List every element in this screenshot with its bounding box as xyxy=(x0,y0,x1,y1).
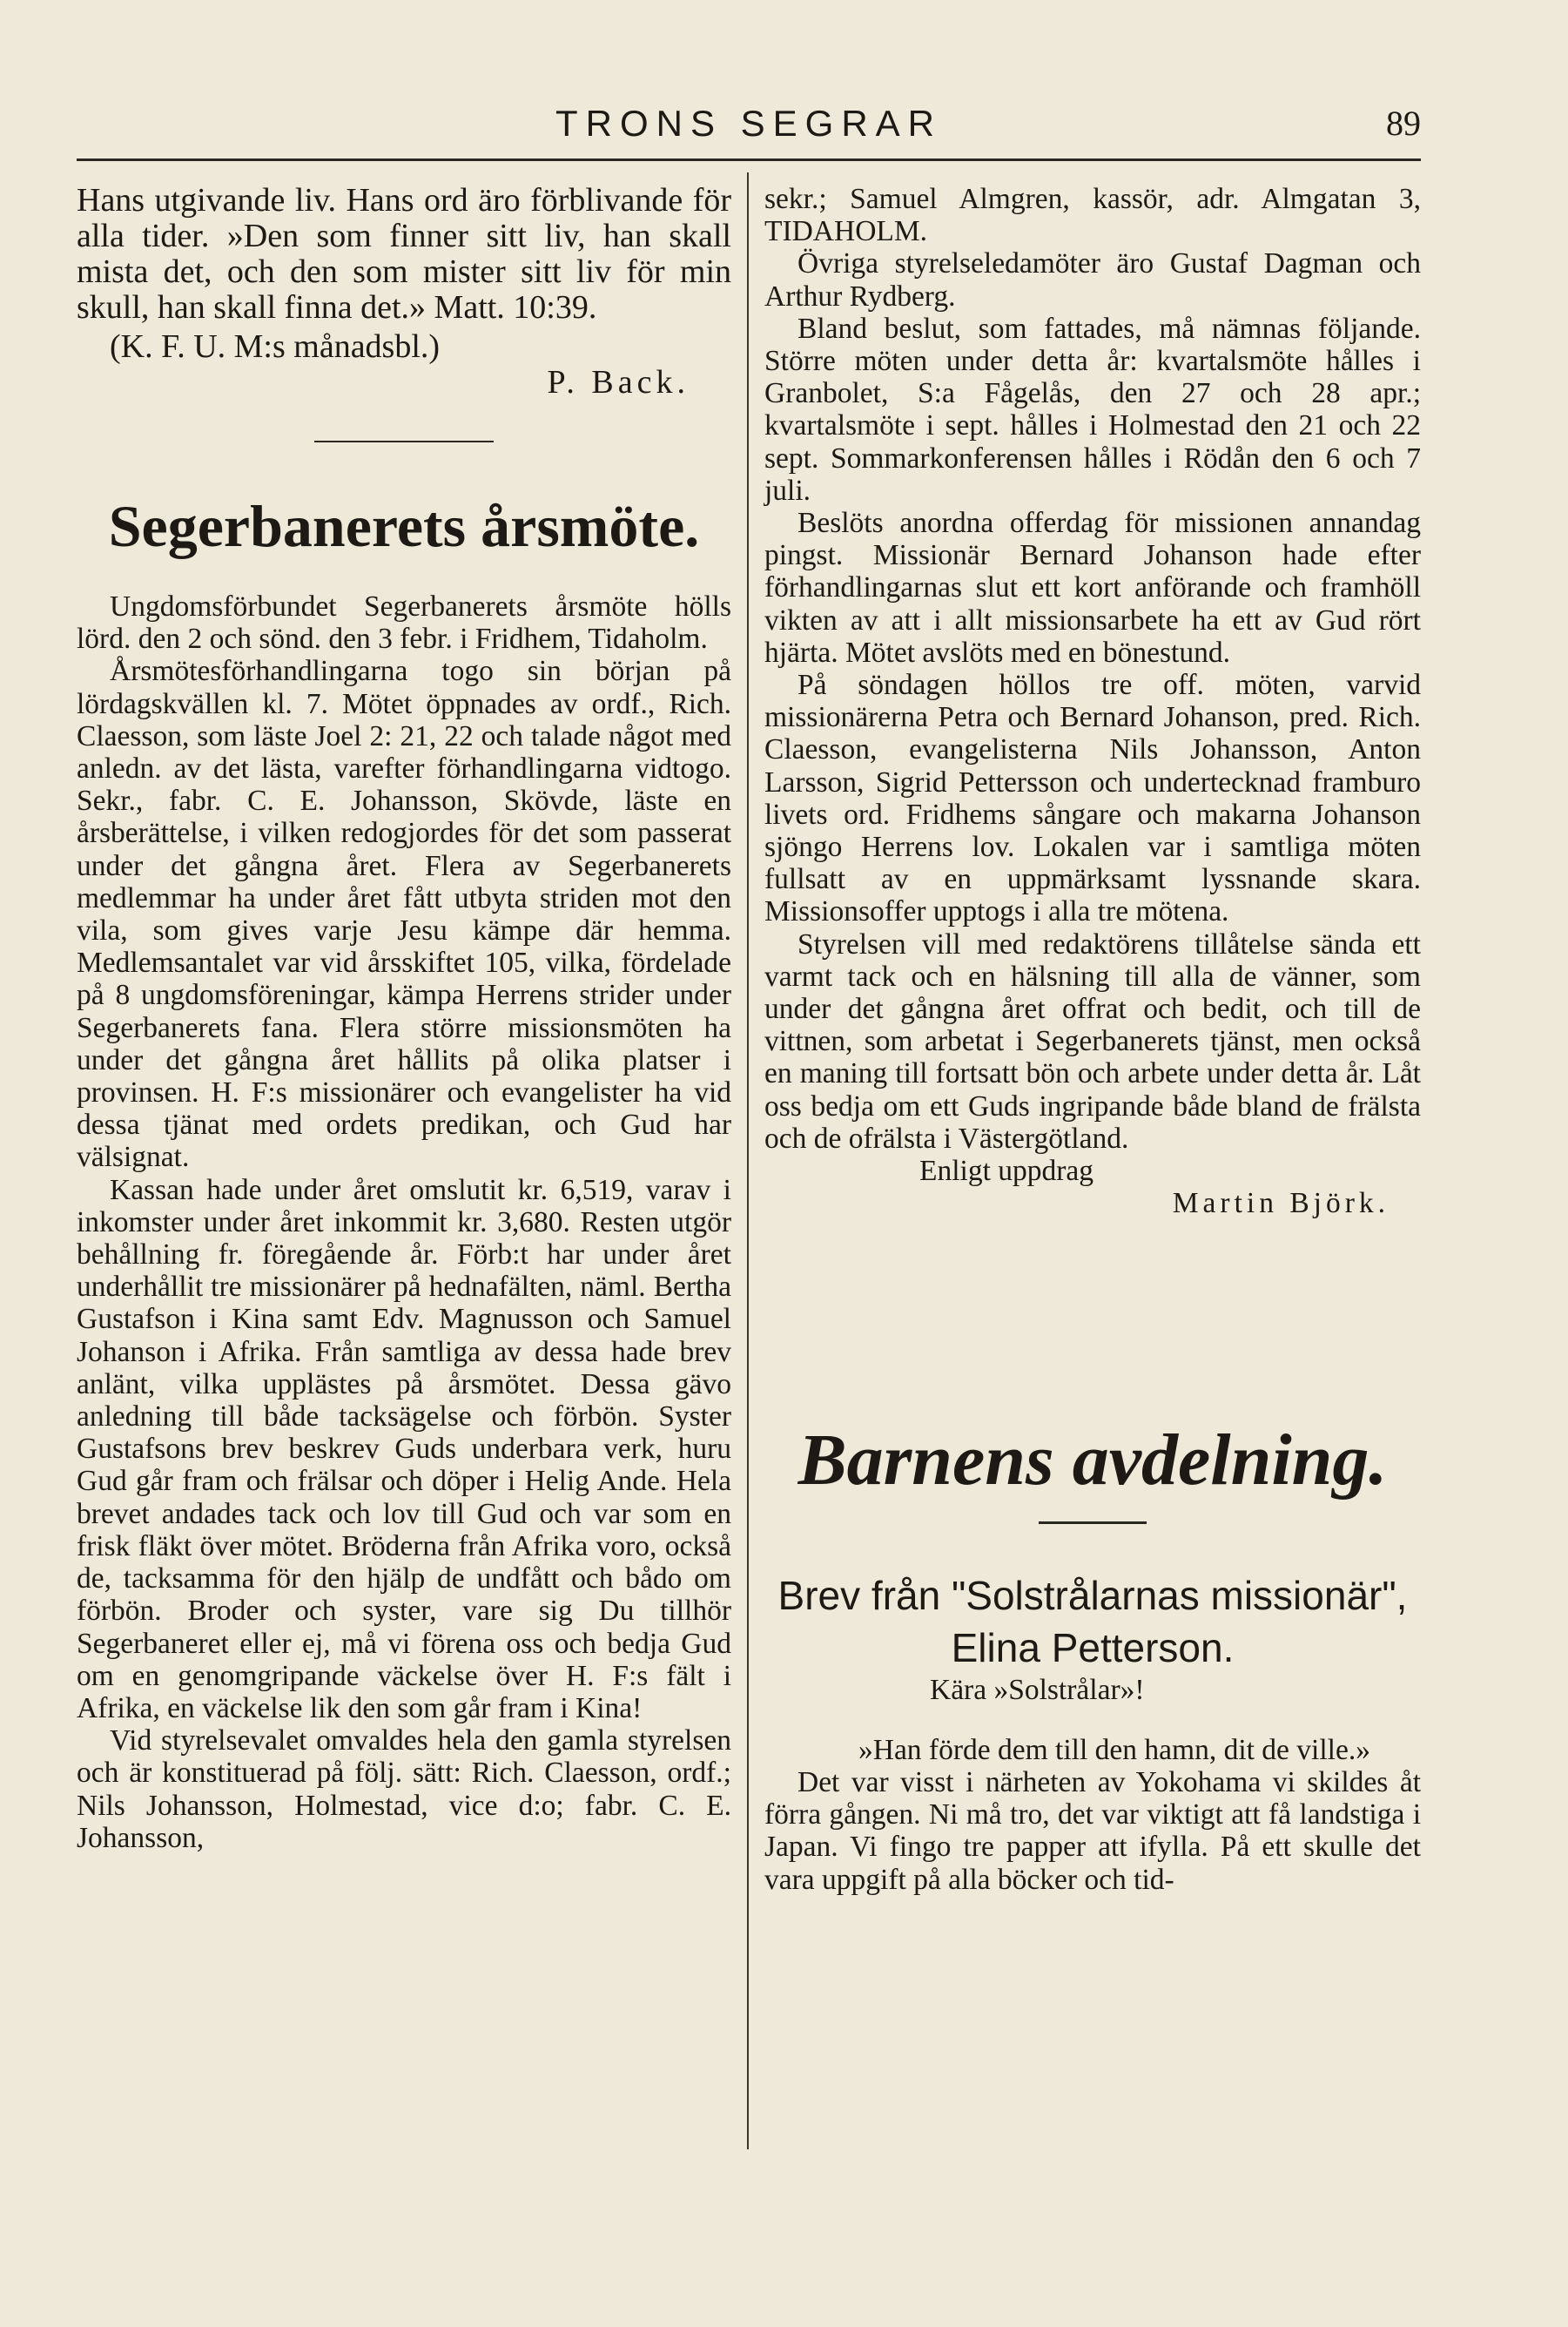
page-number: 89 xyxy=(1386,104,1421,143)
author-signature: Martin Björk. xyxy=(1172,1187,1390,1220)
letter-heading: Brev från "Solstrålarnas missionär", Elina Petterson. xyxy=(777,1572,1408,1670)
column-divider xyxy=(747,172,749,2149)
paragraph: sekr.; Samuel Almgren, kassör, adr. Almgatan 3, TIDAHOLM. xyxy=(764,183,1421,248)
left-column xyxy=(77,183,731,1854)
paragraph: Styrelsen vill med redaktörens tillåtelse sända ett varmt tack och en hälsning till alla de vänner, som under det gångna året offrat och bedit, och till de vittnen, som arbetat i Segerbanerets tjänst, men också en maning till fortsatt bön och arbete under detta år. Låt oss bedja om ett Guds ingripande både bland de frälsta och de ofrälsta i Västergötland. xyxy=(764,927,1421,1155)
letter-body: Det var visst i närheten av Yokohama vi skildes åt förra gången. Ni må tro, det var viktigt att få landstiga i Japan. Vi fingo tre papper att ifylla. På ett skulle det vara uppgift på alla böcker och tid- xyxy=(764,1765,1421,1896)
article-heading: Segerbanerets årsmöte. xyxy=(108,493,700,559)
author-signature: P. Back. xyxy=(547,364,690,401)
publication-title: TRONS SEGRAR xyxy=(555,103,943,144)
paragraph: Beslöts anordna offerdag för missionen annandag pingst. Missionär Bernard Johanson hade efter förhandlingarnas slut ett kort anförande och framhöll vikten av att i allt missionsarbete ha ett av Gud rört hjärta. Mötet avslöts med en bönestund. xyxy=(764,507,1421,669)
paragraph: Bland beslut, som fattades, må nämnas följande. Större möten under detta år: kvartalsmöte hålles i Granbolet, S:a Fågelås, den 27 och 28 apr.; kvartalsmöte i sept. hålles i Holmestad den 21 och 22 sept. Sommarkonferensen hålles i Rödån den 6 och 7 juli. xyxy=(764,312,1421,507)
section-divider xyxy=(314,441,494,442)
running-header xyxy=(77,103,1421,159)
letter-quote: »Han förde dem till den hamn, dit de ville.» xyxy=(858,1733,1370,1766)
paragraph: Kassan hade under året omslutit kr. 6,519, varav i inkomster under året inkommit kr. 3,680. Resten utgör behållning fr. föregående år. Förb:t har under året underhållit tre missionärer på hednafälten, näml. Bertha Gustafson i Kina samt Edv. Magnusson och Samuel Johanson i Afrika. Från samtliga av dessa hade brev anlänt, vilka upplästes på årsmötet. Dessa gävo anledning till både tacksägelse och förbön. Syster Gustafsons brev beskrev Guds underbara verk, huru Gud går fram och frälsar och döper i Helig Ande. Hela brevet andades tack och lov till Gud och var som en frisk fläkt över mötet. Bröderna från Afrika voro, också de, tacksamma för den hjälp de undfått och bådo om förbön. Broder och syster, vare sig Du tillhör Segerbaneret eller ej, må vi förena oss och bedja Gud om en genomgripande väckelse över H. F:s fält i Afrika, en väckelse lik den som går fram i Kina! xyxy=(77,1173,731,1724)
paragraph: Vid styrelsevalet omvaldes hela den gamla styrelsen och är konstituerad på följ. sätt: Rich. Claesson, ordf.; Nils Johansson, Holmestad, vice d:o; fabr. C. E. Johansson, xyxy=(77,1724,731,1854)
right-column xyxy=(764,183,1421,1896)
section-heading: Barnens avdelning. xyxy=(797,1419,1388,1501)
source-citation: (K. F. U. M:s månadsbl.) xyxy=(110,328,441,365)
header-rule xyxy=(77,159,1421,161)
spacer xyxy=(764,1706,1421,1734)
previous-article-ending: Hans utgivande liv. Hans ord äro förblivande för alla tider. »Den som finner sitt liv, han skall mista det, och den som mister sitt liv för min skull, han skall finna det.» Matt. 10:39. xyxy=(77,182,731,326)
paragraph: På söndagen höllos tre off. möten, varvid missionärerna Petra och Bernard Johanson, pred. Rich. Claesson, evangelisterna Nils Johansson, Anton Larsson, Sigrid Pettersson och undertecknad framburo livets ord. Fridhems sångare och makarna Johanson sjöngo Herrens lov. Lokalen var i samtliga möten fullsatt av en uppmärksamt lyssnande skara. Missionsoffer upptogs i alla tre mötena. xyxy=(764,669,1421,928)
paragraph: Årsmötesförhandlingarna togo sin början på lördagskvällen kl. 7. Mötet öppnades av ordf., Rich. Claesson, som läste Joel 2: 21, 22 och talade något med anledn. av det lästa, varefter förhandlingarna vidtogo. Sekr., fabr. C. E. Johansson, Skövde, läste en årsberättelse, i vilken redogjordes för det som passerat under det gångna året. Flera av Segerbanerets medlemmar ha under året fått utbyta striden mot den vila, som gives varje Jesu kämpe där hemma. Medlemsantalet var vid årsskiftet 105, vilka, fördelade på 8 ungdomsföreningar, kämpa Herrens strider under Segerbanerets fana. Flera större missionsmöten ha under det gångna året hållits på olika platser i provinsen. H. F:s missionärer och evangelister ha vid dessa tjänat med ordets predikan, och Gud har välsignat. xyxy=(77,655,731,1174)
paragraph: Ungdomsförbundet Segerbanerets årsmöte hölls lörd. den 2 och sönd. den 3 febr. i Fridhem, Tidaholm. xyxy=(77,590,731,656)
paragraph: Övriga styrelseledamöter äro Gustaf Dagman och Arthur Rydberg. xyxy=(764,247,1421,313)
letter-salutation: Kära »Solstrålar»! xyxy=(930,1673,1145,1706)
section-divider xyxy=(1039,1521,1147,1524)
closing-line: Enligt uppdrag xyxy=(919,1155,1094,1188)
